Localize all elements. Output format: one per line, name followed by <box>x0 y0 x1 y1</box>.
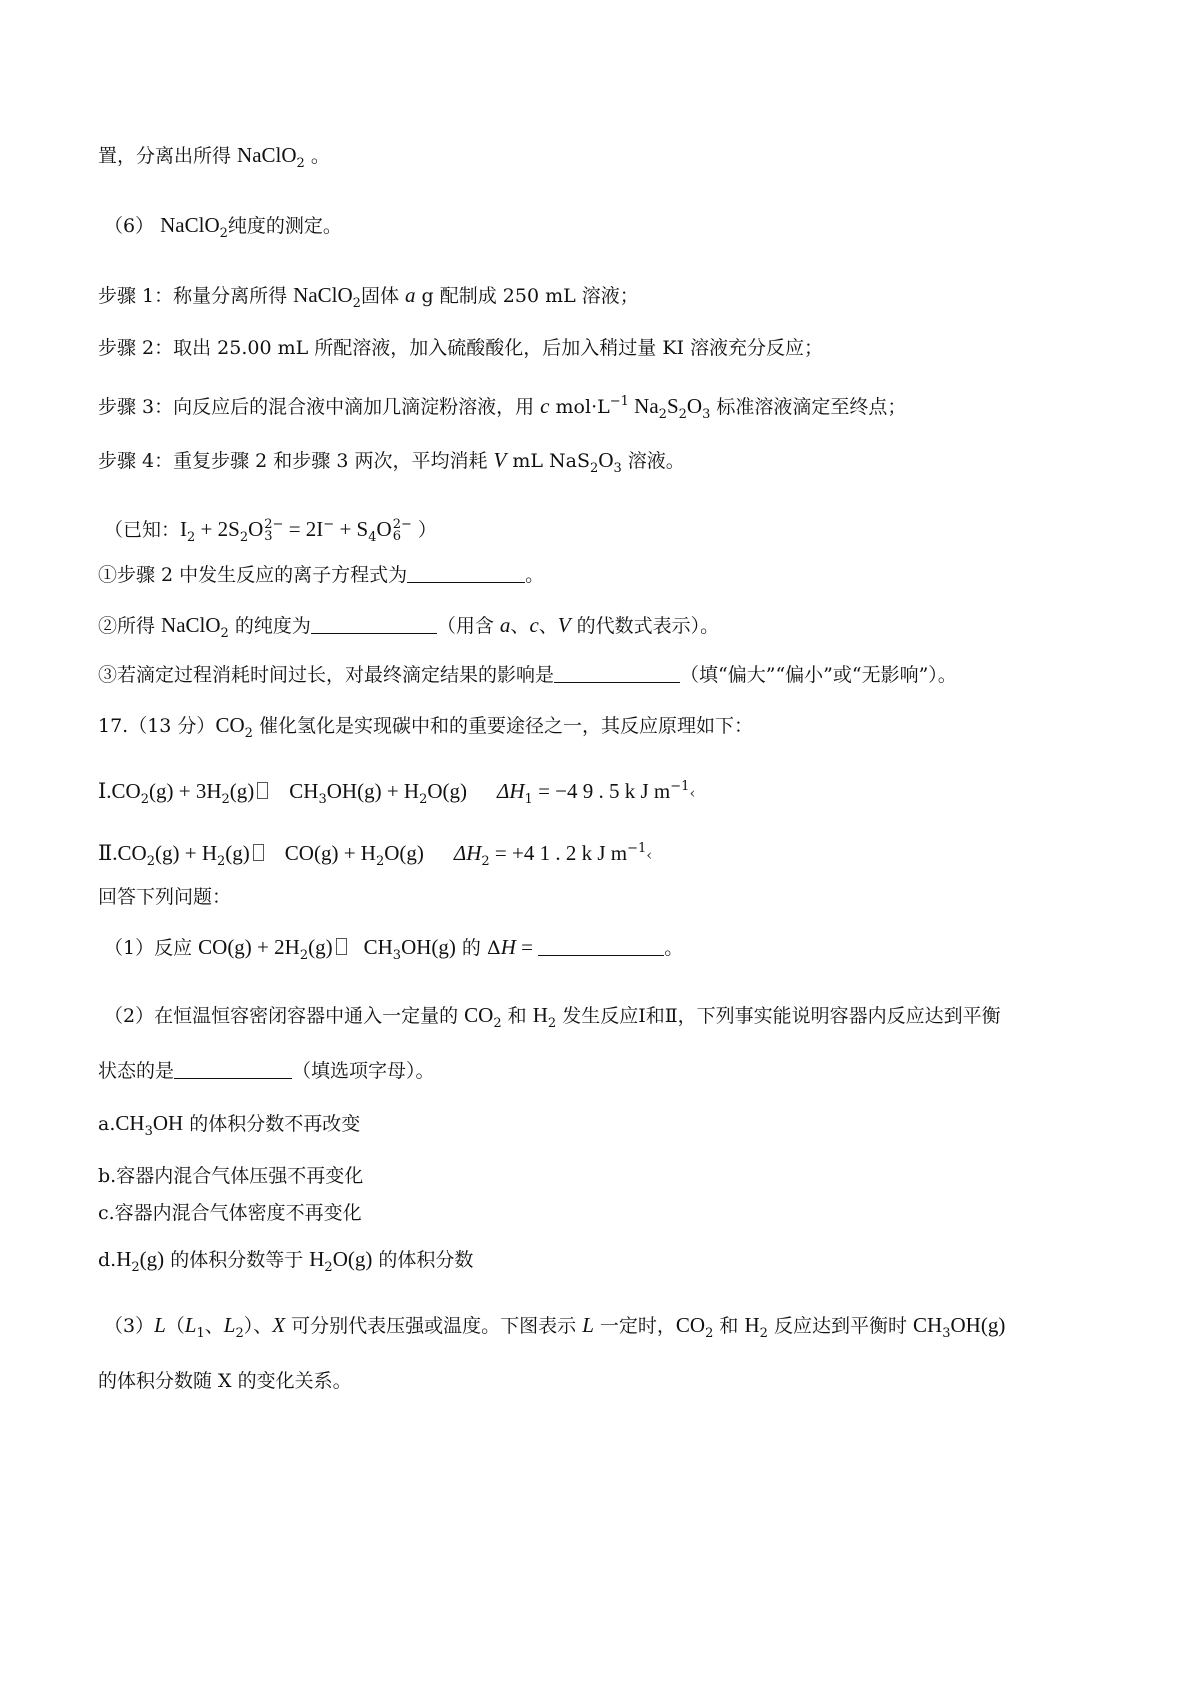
subscript: 2 <box>705 1326 714 1341</box>
formula: NaClO <box>161 613 221 637</box>
superscript: −1 <box>670 779 690 794</box>
subscript: 2 <box>217 854 226 869</box>
answer-blank <box>554 662 680 683</box>
formula: CO <box>675 1313 706 1337</box>
subscript: 2 <box>235 1326 244 1341</box>
step-3 <box>98 387 906 430</box>
reaction-2 <box>98 834 652 877</box>
text: 反应达到平衡时 <box>767 1315 914 1337</box>
question-17-2 <box>104 1000 1001 1039</box>
text: 、 <box>538 615 558 637</box>
text: 、 <box>204 1315 224 1337</box>
text: 纯度的测定。 <box>227 215 342 237</box>
text: 17.（13 分） <box>98 715 216 737</box>
enthalpy-symbol: ΔH <box>497 779 525 803</box>
text: mL NaS <box>506 450 591 472</box>
text: 的体积分数等于 <box>164 1249 310 1271</box>
truncated-mark: ‹ <box>646 846 653 864</box>
text: 的体积分数不再改变 <box>183 1113 361 1135</box>
formula: O <box>598 448 614 472</box>
enthalpy-symbol: ΔH <box>453 841 482 865</box>
formula: (g) <box>229 779 255 803</box>
subscript: 2 <box>220 626 229 641</box>
text: （3） <box>104 1315 155 1337</box>
text: 的 Δ <box>455 937 501 959</box>
problem-17-heading <box>98 710 753 749</box>
subscript: 2 <box>375 854 385 869</box>
text: mol·L <box>549 396 610 418</box>
text: （填选项字母）。 <box>292 1060 435 1082</box>
section-heading <box>104 210 342 249</box>
subscript: 3 <box>144 1124 153 1139</box>
formula: CO <box>464 1003 494 1027</box>
text: 的代数式表示）。 <box>570 615 720 637</box>
formula: O <box>248 517 264 541</box>
superscript: 2− <box>264 517 284 532</box>
superscript: − <box>323 517 335 532</box>
formula: CO <box>117 841 147 865</box>
question-3 <box>98 660 957 690</box>
subscript: 3 <box>264 529 273 544</box>
variable: c <box>540 394 550 418</box>
formula: CO(g) + H <box>284 841 376 865</box>
subscript: 3 <box>392 948 402 963</box>
formula: = +4 1 . 2 k J m <box>489 841 628 865</box>
formula: O <box>376 517 392 541</box>
known-equation <box>104 510 437 553</box>
text: 。 <box>664 937 684 959</box>
text: 发生反应Ⅰ和Ⅱ，下列事实能说明容器内反应达到平衡 <box>556 1005 1001 1027</box>
formula: OH(g) <box>950 1313 1006 1337</box>
formula: (g) + H <box>155 841 217 865</box>
variable: L <box>154 1313 166 1337</box>
subscript: 2 <box>678 407 687 422</box>
subscript: 3 <box>942 1326 951 1341</box>
subscript: 2 <box>547 1016 557 1031</box>
option-c <box>98 1198 362 1228</box>
text: ①步骤 2 中发生反应的离子方程式为 <box>98 564 408 586</box>
formula: = −4 9 . 5 k J m <box>532 779 671 803</box>
formula: NaClO <box>237 143 297 167</box>
question-1 <box>98 560 544 590</box>
text: 回答下列问题： <box>98 886 232 908</box>
formula: CO(g) + 2H <box>198 935 300 959</box>
sup-sub-stack <box>264 519 283 543</box>
subscript: 2 <box>759 1326 768 1341</box>
answer-blank <box>407 562 525 583</box>
formula: H <box>116 1247 132 1271</box>
variable: L <box>223 1313 236 1337</box>
label: Ⅱ. <box>98 841 118 865</box>
formula: O <box>686 394 703 418</box>
variable: L <box>184 1313 197 1337</box>
subscript: 2 <box>324 1260 333 1275</box>
text: 催化氢化是实现碳中和的重要途径之一，其反应原理如下： <box>252 715 753 737</box>
text: （1）反应 <box>104 937 199 959</box>
text: 的纯度为 <box>228 615 311 637</box>
variable: X <box>272 1313 286 1337</box>
formula: CH <box>289 779 319 803</box>
subscript: 2 <box>239 530 249 545</box>
formula: + S <box>334 517 369 541</box>
subscript: 2 <box>299 948 309 963</box>
variable: a <box>499 613 511 637</box>
formula: OH <box>152 1111 184 1135</box>
subscript: 2 <box>219 226 228 241</box>
variable: L <box>582 1313 594 1337</box>
equilibrium-arrow-icon <box>253 844 264 861</box>
text: 状态的是 <box>98 1060 175 1082</box>
option-b <box>98 1161 363 1191</box>
subscript: 2 <box>221 792 230 807</box>
subscript: 2 <box>481 854 490 869</box>
formula: CO <box>111 779 141 803</box>
option-a <box>98 1108 360 1147</box>
text: （ <box>165 1315 185 1337</box>
text: ③若滴定过程消耗时间过长，对最终滴定结果的影响是 <box>98 664 555 686</box>
reaction-1 <box>98 772 695 815</box>
superscript: −1 <box>609 394 629 409</box>
subscript: 2 <box>493 1016 502 1031</box>
step-4 <box>98 445 685 484</box>
question-17-1 <box>104 932 683 971</box>
formula: CH <box>363 935 393 959</box>
formula: CO <box>215 713 245 737</box>
variable: V <box>557 613 571 637</box>
answer-blank <box>538 935 664 956</box>
variable: c <box>529 613 539 637</box>
subscript: 2 <box>658 407 667 422</box>
text: （填“偏大”“偏小”或“无影响”）。 <box>680 664 957 686</box>
text: 。 <box>304 145 330 167</box>
subscript: 2 <box>296 156 305 171</box>
equilibrium-arrow-icon <box>257 782 268 799</box>
subscript: 6 <box>392 529 401 544</box>
text: ） <box>411 519 437 541</box>
subscript: 1 <box>196 1326 205 1341</box>
formula: I <box>180 517 188 541</box>
text: ②所得 <box>98 615 162 637</box>
text: 步骤 4：重复步骤 2 和步骤 3 两次，平均消耗 <box>98 450 494 472</box>
subscript: 2 <box>352 296 361 311</box>
text: 标准溶液滴定至终点； <box>710 396 907 418</box>
text: g 配制成 250 mL 溶液； <box>415 285 639 307</box>
text: 步骤 1：称量分离所得 <box>98 285 294 307</box>
formula: H <box>532 1003 548 1027</box>
text: d. <box>98 1249 117 1271</box>
question-2 <box>98 610 719 649</box>
text: 。 <box>525 564 545 586</box>
variable: V <box>493 448 507 472</box>
text: 置，分离出所得 <box>98 145 238 167</box>
sup-sub-stack <box>393 519 412 543</box>
text: 步骤 3：向反应后的混合液中滴加几滴淀粉溶液，用 <box>98 396 541 418</box>
subscript: 2 <box>140 792 150 807</box>
formula: = <box>515 935 539 959</box>
subscript: 3 <box>702 407 711 422</box>
equilibrium-arrow-icon <box>336 938 347 955</box>
subscript: 2 <box>244 726 253 741</box>
formula: = 2I <box>283 517 324 541</box>
text-line <box>98 140 330 179</box>
variable: H <box>500 935 516 959</box>
text: 的体积分数随 X 的变化关系。 <box>98 1370 352 1392</box>
formula: CH <box>115 1111 145 1135</box>
formula: OH(g) + H <box>326 779 420 803</box>
formula: O(g) <box>427 779 468 803</box>
answer-blank <box>174 1058 292 1079</box>
label: Ⅰ. <box>98 779 112 803</box>
formula: S <box>666 394 679 418</box>
subscript: 1 <box>524 792 533 807</box>
text: （6） <box>104 215 161 237</box>
superscript: −1 <box>627 841 647 856</box>
text: c.容器内混合气体密度不再变化 <box>98 1202 362 1224</box>
text: 和 <box>713 1315 745 1337</box>
formula: OH(g) <box>401 935 456 959</box>
subscript: 4 <box>368 530 377 545</box>
text: 一定时， <box>593 1315 676 1337</box>
formula: O(g) <box>384 841 424 865</box>
text: 、 <box>510 615 530 637</box>
text: ）、 <box>243 1315 273 1337</box>
text: a. <box>98 1113 116 1135</box>
text: （用含 <box>436 615 500 637</box>
option-d <box>98 1244 473 1283</box>
question-17-2-cont <box>98 1056 435 1086</box>
text: 和 <box>501 1005 533 1027</box>
formula: (g) <box>225 841 250 865</box>
instruction <box>98 882 231 912</box>
question-17-3 <box>104 1310 1005 1349</box>
variable: a <box>405 283 416 307</box>
subscript: 2 <box>131 1260 140 1275</box>
formula: H <box>744 1313 760 1337</box>
formula: (g) + 3H <box>149 779 222 803</box>
formula: CH <box>913 1313 943 1337</box>
step-2 <box>98 333 823 363</box>
step-1 <box>98 280 639 319</box>
text: 可分别代表压强或温度。下图表示 <box>285 1315 583 1337</box>
text: 固体 <box>360 285 405 307</box>
subscript: 2 <box>146 854 155 869</box>
text: （2）在恒温恒容密闭容器中通入一定量的 <box>104 1005 465 1027</box>
text: b.容器内混合气体压强不再变化 <box>98 1165 364 1187</box>
formula: (g) <box>308 935 333 959</box>
formula: NaClO <box>160 213 220 237</box>
subscript: 3 <box>318 792 327 807</box>
formula: Na <box>628 394 659 418</box>
answer-blank <box>311 613 437 634</box>
formula: + 2S <box>195 517 240 541</box>
truncated-mark: ‹ <box>689 784 696 802</box>
formula: O(g) <box>332 1247 373 1271</box>
text: 的体积分数 <box>372 1249 474 1271</box>
subscript: 2 <box>590 461 599 476</box>
superscript: 2− <box>392 517 412 532</box>
formula: NaClO <box>293 283 353 307</box>
formula: H <box>309 1247 325 1271</box>
text: 溶液。 <box>621 450 685 472</box>
question-17-3-cont <box>98 1366 352 1396</box>
text: 步骤 2：取出 25.00 mL 所配溶液，加入硫酸酸化，后加入稍过量 KI 溶液充分反应； <box>98 337 824 359</box>
subscript: 3 <box>613 461 622 476</box>
formula: (g) <box>139 1247 165 1271</box>
text: （已知： <box>104 519 181 541</box>
subscript: 2 <box>187 530 196 545</box>
subscript: 2 <box>419 792 428 807</box>
